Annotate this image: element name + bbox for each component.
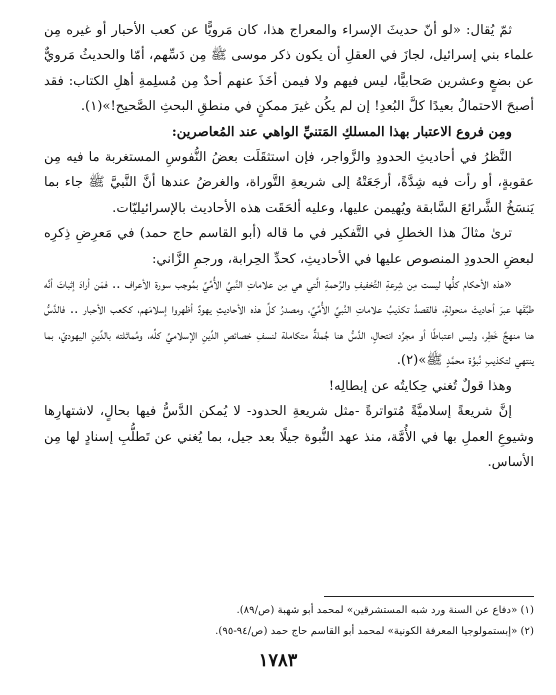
paragraph-conclusion: إنَّ شريعةً إسلاميَّةً مُتواترةً -مثل شريعةِ الحدود- لا يُمكن الدَّسُّ فيها بحالٍ، لاشتهارِها وشيوعِ العملِ بها في الأُمَّة، منذ عهد النُّبوة جيلًا بعد جيل، بما يُغني عن تَطلُّبِ إسنادٍ لها مِن الأساس.	[44, 404, 534, 470]
section-heading: ومِن فروع الاعتبار بهذا المسلكِ المَتنيِّ الواهي عند المُعاصرين:	[171, 124, 512, 140]
paragraph-example: ترىٰ مثالَ هذا الخطلِ في التَّفكير في ما قاله (أبو القاسم حاج حمد) في مَعرِضِ ذِكرِه لبعضِ الحدودِ المنصوص عليها في الأحاديثِ، كحدِّ الحِرابة، ورجمِ الزَّاني:	[44, 226, 534, 267]
paragraph-rebuttal: وهذا قولٌ تُغني حِكايتُه عن إبطالِه!	[328, 378, 512, 394]
paragraph-hudud: النَّظرُ في أحاديثِ الحدودِ والزَّواجر، فإن استثقَلَت بعضُ النُّفوسِ المستغربة ما فيه مِن عقوبةٍ، أو رأت فيه شِدَّةً، أرجَعَتْهُ إلى شريعةِ التَّوراة، والغرضُ عندها أنَّ النَّبيَّ ﷺ جاء بما يَنسَخُ الشَّرائعَ السَّابقة ويُهيمن عليها، وعليه ألحَقَت هذه الأحاديث بالإسرائيليّات.	[44, 150, 534, 216]
paragraph-quote-isra: ثمّ يُقال: «لو أنّ حديثَ الإسراء والمعراج هذا، كان مَرويًّا عن كعب الأحبار أو غيره مِن علماء بني إسرائيل، لجازَ في العقلِ أن يكون ذكر موسى ﷺ مِن دَسِّهم، أمّا والحديثُ مَرويٌّ عن بضعٍ وعشرين صَحابيًّا، ليس فيهم ولا فيمن أخَذَ عنهم أحدٌ مِن مُسلِمةِ أهلِ الكتاب: فقد أصبحَ الاحتمالُ بعيدًا كلَّ البُعدِ! إن لم يكُن غيرَ ممكنٍ في منطقِ البحثِ الصَّحيح!»(١).	[44, 23, 534, 115]
main-text	[44, 18, 534, 475]
footnotes	[44, 600, 534, 642]
footnote-1: (١) «دفاع عن السنة ورد شبه المستشرقين» لمحمد أبو شهبة (ص/٨٩).	[236, 605, 534, 616]
footnote-2: (٢) «إبستمولوجيا المعرفة الكونية» لمحمد أبو القاسم حاج حمد (ص/٩٤-٩٥).	[215, 626, 534, 637]
page-number: ١٧٨٣	[258, 650, 298, 671]
paragraph-quote-hajj-hamad: «هذه الأحكام كلُّها ليست مِن شِرعةِ التَّخفيفِ والرَّحمةِ الَّتي هي مِن علاماتِ النَّبيِّ الأُمِّيِّ بمُوجب سورة الأعراف .. فمَن أرادَ إثباتَ أنَّه طبَّقَها عبرَ أحاديثَ منحولةٍ، فالقصدُ تكذيبُ علاماتِ النَّبيِّ الأُمِّيِّ، ومصدرُ كلِّ هذه الأحاديثِ يهودٌ أظهروا إسلامَهم، ككعب الأحبار .. فالدَّسُّ هنا منهجٌ خَطِر، وليس اعتباطًا أو مجرَّد انتحالٍ، الدَّسُّ هنا جُملةٌ متكاملة لنسفِ خصائصِ الدِّينِ الإسلاميِّ كلِّه، ومُماثلته بالدِّينِ اليهوديّ، بما ينتهي لتكذيبِ نُبوَّة محمَّدٍ ﷺ»(٢).	[44, 277, 534, 369]
footnote-separator	[324, 596, 534, 597]
